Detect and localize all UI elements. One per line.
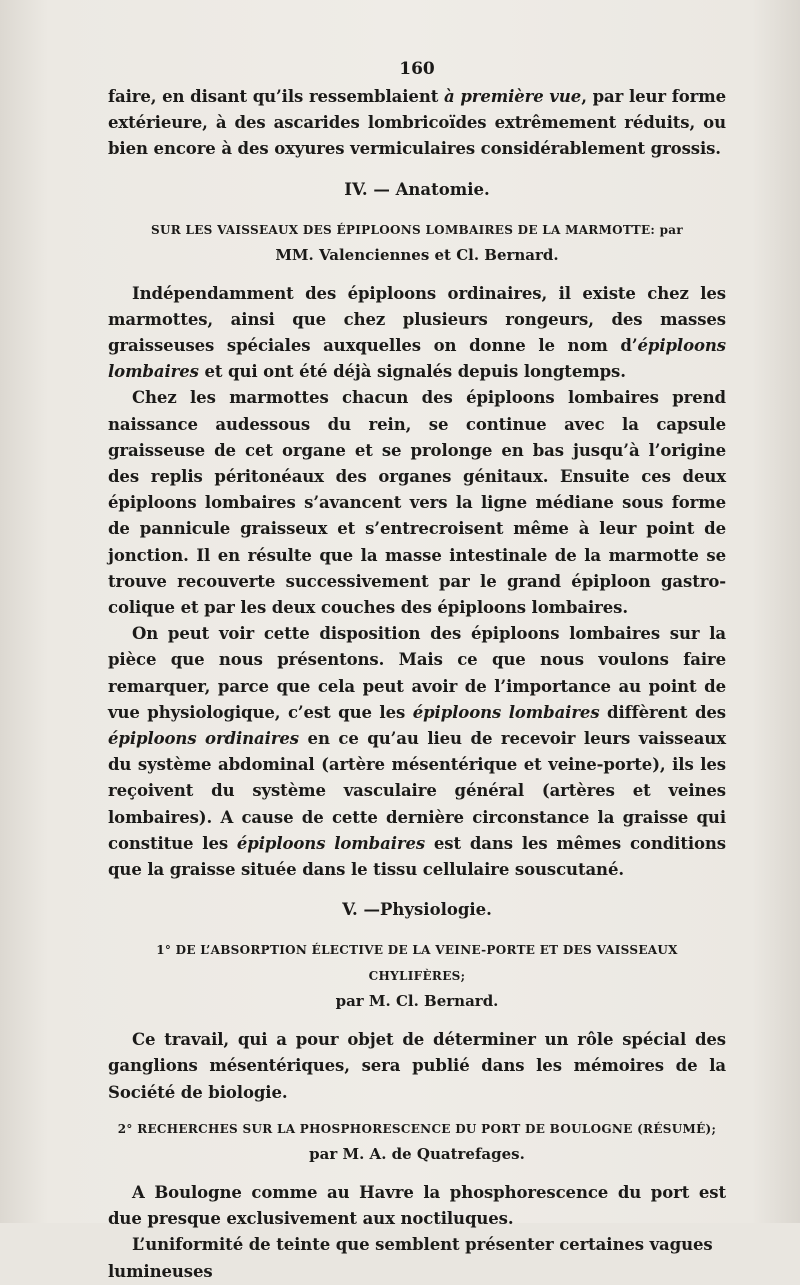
section-iv-heading: IV. — Anatomie. xyxy=(344,179,490,199)
p3-italic-b: épiploons lombaires xyxy=(412,702,600,722)
page-number: 160 xyxy=(399,59,435,79)
section-iv-subheading: SUR LES VAISSEAUX DES ÉPIPLOONS LOMBAIRES DE LA MARMOTTE: par xyxy=(151,222,683,237)
section-v-sub2-author: par M. A. de Quatrefages. xyxy=(309,1144,525,1163)
p3-text-a: On peut voir cette disposition des épiploons lombaires sur la pièce que nous présentons. Mais ce que nous voulons faire remarquer, parce que cela peut avoir de l’importance au point de vue physiologique, c’est que les xyxy=(108,624,726,722)
p3-italic-d: épiploons ordinaires xyxy=(108,729,299,749)
section-v-heading: V. —Physiologie. xyxy=(342,900,492,920)
paragraph-absorption: Ce travail, qui a pour objet de déterminer un rôle spécial des ganglions mésentériques, sera publié dans les mémoires de la Société de biologie. xyxy=(108,1030,726,1102)
intro-text-c: , par leur forme extérieure, à des ascarides lombricoïdes extrêmement réduits, ou bien encore à des oxyures vermiculaires considérablement grossis. xyxy=(108,87,726,159)
section-iv-authors: MM. Valenciennes et Cl. Bernard. xyxy=(275,245,559,264)
section-v-sub1-title: 1° DE L’ABSORPTION ÉLECTIVE DE LA VEINE-PORTE ET DES VAISSEAUX CHYLIFÈRES; xyxy=(156,943,678,984)
spacer xyxy=(108,1106,726,1116)
p3-text-g: est dans les mêmes conditions que la graisse située dans le tissu cellulaire souscutané. xyxy=(108,833,726,880)
p3-italic-f: épiploons lombaires xyxy=(236,833,426,853)
intro-italic: à première vue xyxy=(444,87,582,106)
paragraph-marmottes: Chez les marmottes chacun des épiploons lombaires prend naissance audessous du rein, se continue avec la capsule graisseuse de cet organe et se prolonge en bas jusqu’à l’origine des replis péritonéaux des organes génitaux. Ensuite ces deux épiploons lombaires s’avancent vers la ligne médiane sous forme de pannicule graisseux et s’entrecroisent même à leur point de jonction. Il en résulte que la masse intestinale de la marmotte se trouve recouverte successivement par le grand épiploon gastro-colique et par les deux couches des épiploons lombaires. xyxy=(108,388,726,618)
section-v-sub2-title: 2° RECHERCHES SUR LA PHOSPHORESCENCE DU PORT DE BOULOGNE (RÉSUMÉ); xyxy=(117,1121,717,1136)
paragraph-boulogne: A Boulogne comme au Havre la phosphorescence du port est due presque exclusivement aux noctiluques. xyxy=(108,1182,726,1229)
intro-text-a: faire, en disant qu’ils ressemblaient xyxy=(108,87,444,106)
p3-text-c: diffèrent des xyxy=(599,702,726,722)
paragraph-epiploons-intro xyxy=(108,281,726,386)
text-column xyxy=(108,58,726,1285)
section-v-sub1-author: par M. Cl. Bernard. xyxy=(335,992,499,1011)
intro-paragraph xyxy=(108,84,726,163)
p1-italic: épiploons lombaires xyxy=(108,336,726,382)
p1-text-c: et qui ont été déjà signalés depuis longtemps. xyxy=(198,362,626,382)
p3-text-e: en ce qu’au lieu de recevoir leurs vaisseaux du système abdominal (artère mésentérique et veine-porte), ils les reçoivent du système vasculaire général (artères et veines lombaires). A cause de cette dernière circonstance la graisse qui constitue les xyxy=(108,729,726,853)
p1-text-a: Indépendamment des épiploons ordinaires, il existe chez les marmottes, ainsi que chez plusieurs rongeurs, des masses graisseuses spéciales auxquelles on donne le nom d’ xyxy=(108,283,726,356)
paragraph-uniformite: L’uniformité de teinte que semblent présenter certaines vagues lumineuses xyxy=(108,1235,713,1281)
paragraph-disposition xyxy=(108,621,726,883)
